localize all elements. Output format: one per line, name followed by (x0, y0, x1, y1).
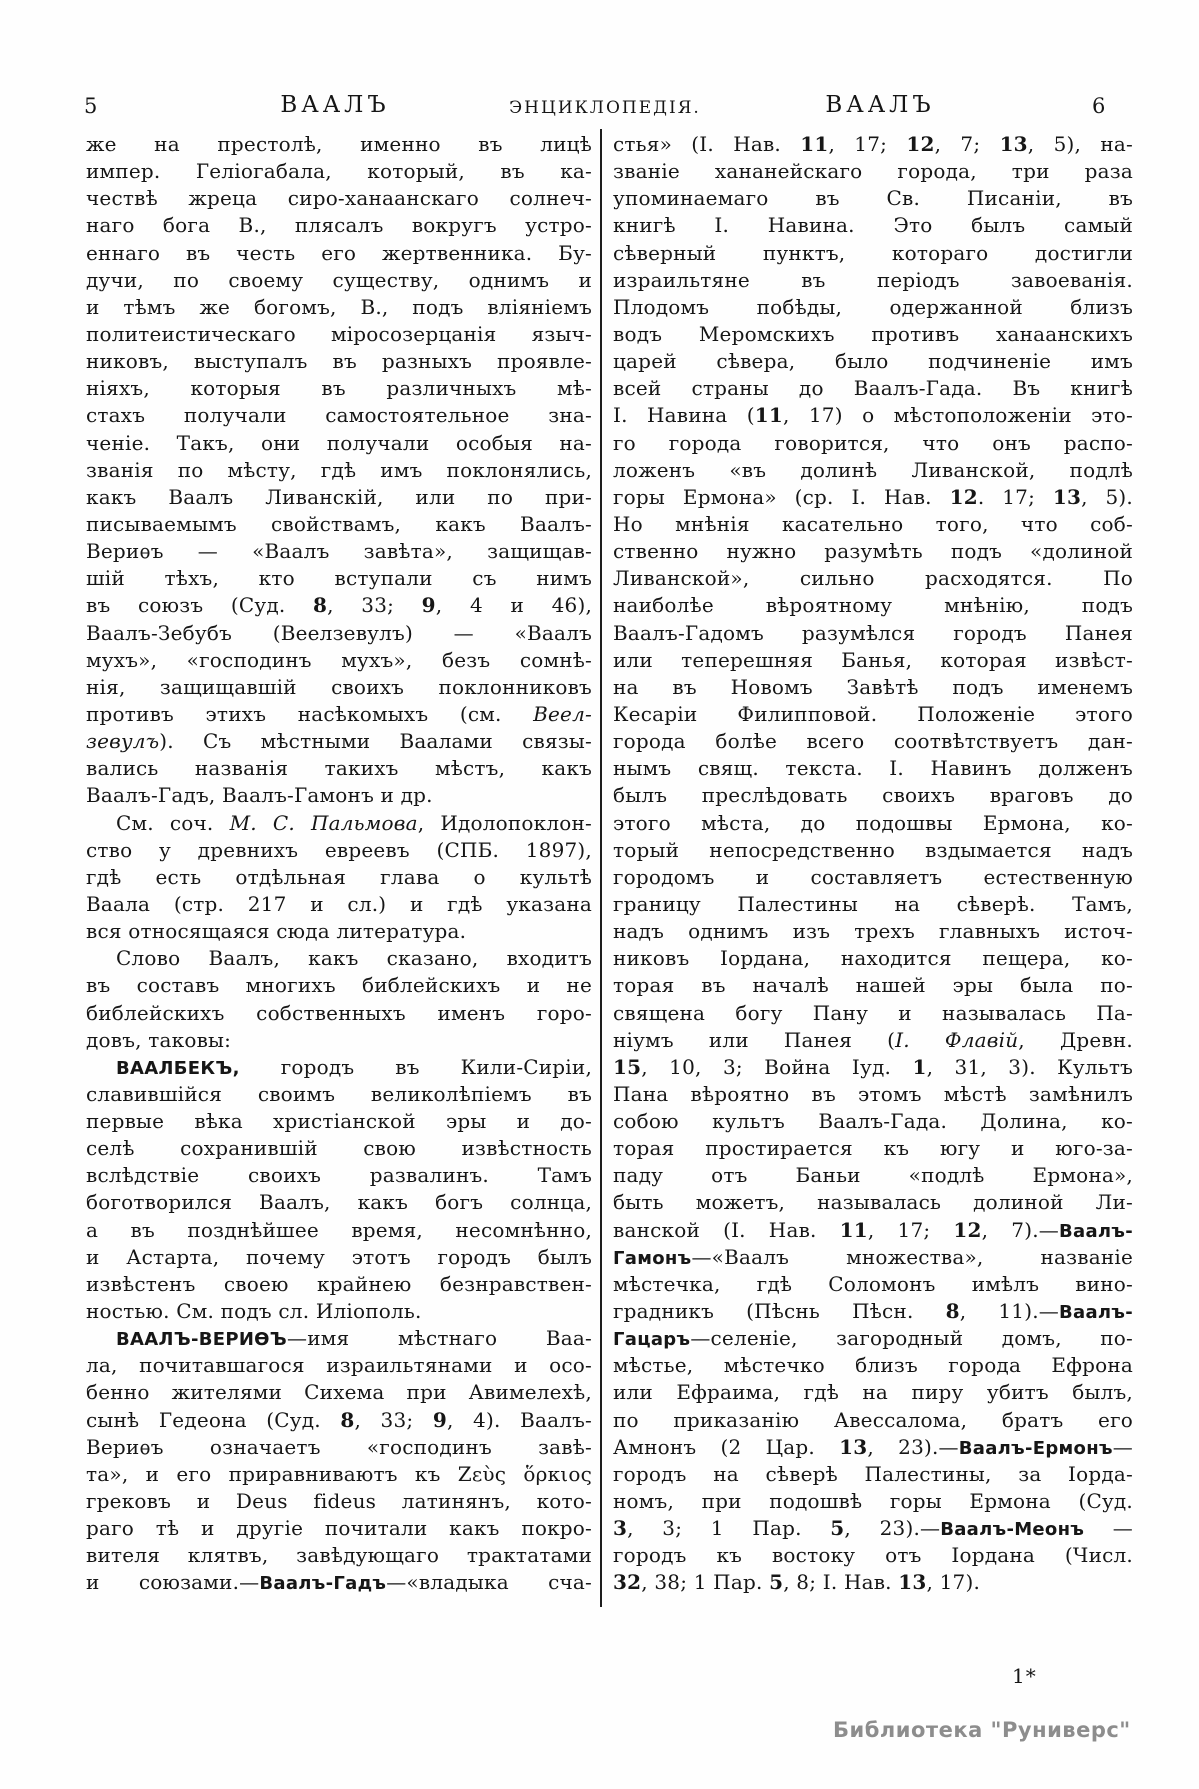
text-segment: чествѣ жреца сиро-ханаанскаго солнеч- (86, 186, 592, 211)
text-line (86, 728, 592, 755)
text-segment: извѣстенъ своею крайнею безнравствен- (86, 1271, 592, 1296)
text-segment: , 8; І. Нав. (783, 1570, 899, 1595)
text-line (613, 1434, 1133, 1461)
headword: ВААЛБЕКЪ, (116, 1057, 240, 1079)
text-segment: сынѣ Гедеона (Суд. (86, 1407, 341, 1432)
text-segment: города болѣе всего соотвѣтствуетъ дан- (613, 729, 1133, 754)
text-line (86, 1515, 592, 1542)
text-line (613, 1162, 1133, 1189)
text-segment: , 7; (934, 132, 1000, 156)
text-line (86, 592, 592, 619)
text-segment: 12 (906, 132, 935, 156)
text-segment: 15 (613, 1054, 642, 1079)
headword: ВААЛЪ-ВЕРИѲЪ (116, 1329, 287, 1351)
text-segment: Ливанской», сильно расходятся. По (613, 566, 1133, 591)
text-line (613, 565, 1133, 592)
text-segment: Ваалъ-Зебубъ (Веелзевулъ) — «Ваалъ (86, 620, 592, 645)
text-segment: водъ Меромскихъ противъ ханаанскихъ (613, 321, 1133, 346)
text-segment: бенно жителями Сихема при Авимелехѣ, (86, 1380, 592, 1405)
text-segment: , Идолопоклон- (417, 810, 592, 835)
text-segment: еннаго въ честь его жертвенника. Бу- (86, 240, 592, 265)
text-segment: , 7).— (981, 1217, 1059, 1242)
text-segment: Кесаріи Филипповой. Положеніе этого (613, 701, 1133, 726)
text-segment: городъ на сѣверѣ Палестины, за Іорда- (613, 1461, 1133, 1486)
text-segment: , 33; (354, 1407, 433, 1432)
running-title-left: ВААЛЪ (280, 92, 390, 118)
text-line (613, 1244, 1133, 1271)
text-line (86, 891, 592, 918)
text-segment: грековъ и Deus fideus латинянъ, кото- (86, 1489, 592, 1514)
text-segment: 32 (613, 1570, 642, 1595)
text-line (613, 158, 1133, 185)
text-line (86, 430, 592, 457)
text-segment: израильтяне въ періодъ завоеванія. (613, 267, 1133, 292)
text-segment: дучи, по своему существу, однимъ и (86, 267, 592, 292)
signature-mark: 1* (1012, 1664, 1037, 1688)
text-line (613, 755, 1133, 782)
text-segment: вслѣдствіе своихъ развалинъ. Тамъ (86, 1163, 592, 1188)
text-line (613, 1271, 1133, 1298)
text-segment: званіе хананейскаго города, три раза (613, 159, 1133, 184)
text-line (86, 212, 592, 239)
text-segment: писываемымъ свойствамъ, какъ Ваалъ- (86, 511, 592, 536)
text-line (613, 375, 1133, 402)
text-segment: нымъ свящ. текста. І. Навинъ долженъ (613, 756, 1133, 781)
text-segment: 5 (830, 1516, 845, 1541)
text-line (613, 891, 1133, 918)
text-segment: 12 (949, 484, 978, 509)
text-line (613, 267, 1133, 294)
text-segment: 13 (898, 1570, 927, 1595)
text-segment: 8 (340, 1407, 355, 1432)
text-segment: 8 (945, 1299, 960, 1324)
text-segment: торый непосредственно вздымается надъ (613, 837, 1133, 862)
text-segment: , 5). (1081, 484, 1133, 509)
text-line (613, 1461, 1133, 1488)
text-segment: Вериѳъ означаетъ «господинъ завѣ- (86, 1434, 592, 1459)
text-segment: —«владыка сча- (386, 1570, 592, 1595)
text-line (86, 538, 592, 565)
column-divider-rule (600, 129, 602, 1607)
text-line (613, 1000, 1133, 1027)
text-segment: библейскихъ собственныхъ именъ горо- (86, 1000, 592, 1025)
text-line (86, 620, 592, 647)
text-segment: торая простирается къ югу и юго-за- (613, 1136, 1133, 1161)
text-line (86, 375, 592, 402)
text-segment: , 17; (828, 132, 907, 156)
text-line (86, 1461, 592, 1488)
text-line (86, 864, 592, 891)
text-line (613, 294, 1133, 321)
text-segment: —селеніе, загородный домъ, по- (690, 1326, 1133, 1351)
text-segment: ванской (І. Нав. (613, 1217, 840, 1242)
text-segment: , 23).— (867, 1434, 959, 1459)
headword: Ваалъ-Ермонъ (958, 1437, 1113, 1459)
text-line (613, 212, 1133, 239)
text-segment: , 10, 3; Война Іуд. (641, 1054, 913, 1079)
text-line (613, 1325, 1133, 1352)
text-line (86, 131, 592, 158)
text-segment: Ваалъ-Гадъ, Ваалъ-Гамонъ и др. (86, 783, 433, 808)
text-segment: Плодомъ побѣды, одержанной близъ (613, 294, 1133, 319)
text-line (86, 1488, 592, 1515)
text-line (613, 1298, 1133, 1325)
text-segment: І. Флавій (895, 1027, 1019, 1052)
text-segment: ство у древнихъ евреевъ (СПБ. 1897), (86, 837, 592, 862)
text-line (86, 267, 592, 294)
text-line (613, 1515, 1133, 1542)
text-segment: мѣстечка, гдѣ Соломонъ имѣлъ вино- (613, 1271, 1133, 1296)
text-segment: ченіе. Такъ, они получали особыя на- (86, 430, 592, 455)
text-line (86, 1108, 592, 1135)
text-segment: мухъ», «господинъ мухъ», безъ сомнѣ- (86, 647, 592, 672)
text-segment: 11 (800, 132, 829, 156)
text-segment: , 17; (867, 1217, 954, 1242)
text-line (86, 1217, 592, 1244)
text-line (613, 1407, 1133, 1434)
text-segment: , 38; 1 Пар. (641, 1570, 770, 1595)
text-segment: , 4 и 46), (435, 593, 592, 618)
text-line (86, 755, 592, 782)
text-segment: вся относящаяся сюда литература. (86, 919, 467, 944)
text-line (613, 1542, 1133, 1569)
text-line (613, 864, 1133, 891)
text-segment: 12 (953, 1217, 982, 1242)
text-line (613, 728, 1133, 755)
text-line (613, 430, 1133, 457)
text-line (86, 321, 592, 348)
text-segment: І. Навина ( (613, 403, 755, 428)
text-segment: , 17). (926, 1570, 981, 1595)
text-line (613, 348, 1133, 375)
text-line (86, 1054, 592, 1081)
text-line (613, 1352, 1133, 1379)
text-line (86, 1271, 592, 1298)
text-segment: славившійся своимъ великолѣпіемъ въ (86, 1081, 592, 1106)
headword: Гамонъ (613, 1247, 692, 1269)
text-segment: 13 (999, 132, 1028, 156)
text-segment: ложенъ «въ долинѣ Ливанской, подлѣ (613, 457, 1133, 482)
text-segment: гдѣ есть отдѣльная глава о культѣ (86, 864, 592, 889)
paragraph (86, 810, 592, 946)
text-line (86, 810, 592, 837)
text-line (86, 511, 592, 538)
text-segment: или теперешняя Банья, которая извѣст- (613, 647, 1133, 672)
text-line (613, 240, 1133, 267)
text-segment: на въ Новомъ Завѣтѣ подъ именемъ (613, 674, 1133, 699)
text-line (86, 945, 592, 972)
text-line (86, 647, 592, 674)
text-segment: , 4). Ваалъ- (446, 1407, 592, 1432)
text-line (86, 484, 592, 511)
text-line (86, 565, 592, 592)
text-line (86, 674, 592, 701)
text-segment: довъ, таковы: (86, 1027, 232, 1052)
text-segment: 5 (769, 1570, 784, 1595)
library-watermark: Библиотека "Руниверс" (833, 1718, 1131, 1742)
text-line (613, 945, 1133, 972)
text-segment: См. соч. (116, 810, 230, 835)
text-segment: Амнонъ (2 Цар. (613, 1434, 840, 1459)
text-segment: 13 (1052, 484, 1082, 509)
text-segment: селѣ сохранившій свою извѣстность (86, 1136, 592, 1161)
text-line (86, 158, 592, 185)
text-line (86, 972, 592, 999)
headword: Ваалъ-Меонъ (940, 1519, 1085, 1541)
text-line (86, 240, 592, 267)
text-segment: , 11).— (959, 1299, 1059, 1324)
text-segment: былъ преслѣдовать своихъ враговъ до (613, 783, 1133, 808)
text-line (613, 701, 1133, 728)
text-segment: паду отъ Баньи «подлѣ Ермона», (613, 1163, 1133, 1188)
text-segment: какъ Ваалъ Ливанскій, или по при- (86, 484, 592, 509)
text-segment: Ваала (стр. 217 и сл.) и гдѣ указана (86, 891, 592, 916)
text-line (613, 972, 1133, 999)
text-segment: вались названія такихъ мѣстъ, какъ (86, 756, 592, 781)
text-column-left (86, 131, 592, 1597)
text-segment: та», и его приравниваютъ къ Ζεὺς ὅρκιος (86, 1461, 592, 1486)
text-segment: , 31, 3). Культъ (926, 1054, 1133, 1079)
text-segment: ла, почитавшагося израильтянами и осо- (86, 1353, 592, 1378)
text-segment: мѣстье, мѣстечко близъ города Ефрона (613, 1353, 1133, 1378)
text-segment: никовъ Іордана, находится пещера, ко- (613, 946, 1133, 971)
text-column-right (613, 131, 1133, 1597)
text-segment: наго бога В., плясалъ вокругъ устро- (86, 213, 592, 238)
text-segment: 11 (754, 403, 783, 428)
text-line (613, 185, 1133, 212)
text-line (86, 1352, 592, 1379)
text-line (86, 457, 592, 484)
text-segment: въ союзъ (Суд. (86, 593, 313, 618)
text-segment: зевулъ (86, 729, 160, 754)
headword: Ваалъ- (1058, 1220, 1133, 1242)
text-segment: , 3; 1 Пар. (627, 1516, 831, 1541)
text-segment: городъ къ востоку отъ Іордана (Числ. (613, 1543, 1133, 1568)
text-line (86, 701, 592, 728)
text-line (613, 592, 1133, 619)
text-segment: ніумъ или Панея ( (613, 1027, 896, 1052)
text-segment: книгѣ І. Навина. Это былъ самый (613, 213, 1133, 238)
text-segment: этого мѣста, до подошвы Ермона, ко- (613, 810, 1133, 835)
text-segment: политеистическаго міросозерцанія языч- (86, 321, 592, 346)
text-segment: , 33; (327, 593, 422, 618)
text-line (86, 1325, 592, 1352)
text-segment: , 17) о мѣстоположеніи это- (782, 403, 1133, 428)
headword: Ваалъ-Гадъ (259, 1573, 387, 1595)
text-line (613, 1135, 1133, 1162)
text-line (86, 402, 592, 429)
text-segment: градникъ (Пѣснь Пѣсн. (613, 1299, 946, 1324)
paragraph (86, 131, 592, 810)
text-segment: раго тѣ и другіе почитали какъ покро- (86, 1516, 592, 1541)
text-segment: надъ однимъ изъ трехъ главныхъ источ- (613, 919, 1133, 944)
text-line (613, 402, 1133, 429)
text-line (86, 185, 592, 212)
text-segment: , Древн. (1018, 1027, 1133, 1052)
text-line (613, 1108, 1133, 1135)
text-line (613, 321, 1133, 348)
text-line (613, 1081, 1133, 1108)
text-segment: , 23).— (844, 1516, 941, 1541)
text-segment: упоминаемаго въ Св. Писаніи, въ (613, 186, 1133, 211)
text-segment: Но мнѣнія касательно того, что соб- (613, 511, 1133, 536)
text-segment: 9 (421, 593, 436, 618)
paragraph (86, 945, 592, 1054)
text-segment: и Астарта, почему этотъ городъ былъ (86, 1244, 592, 1269)
text-line (613, 1569, 1133, 1596)
text-segment: номъ, при подошвѣ горы Ермона (Суд. (613, 1489, 1133, 1514)
text-segment: званія по мѣсту, гдѣ имъ поклонялись, (86, 457, 592, 482)
text-segment: городомъ и составляетъ естественную (613, 864, 1133, 889)
text-line (86, 348, 592, 375)
text-line (86, 918, 592, 945)
text-segment: торая въ началѣ нашей эры была по- (613, 973, 1133, 998)
text-line (613, 620, 1133, 647)
text-segment: стахъ получали самостоятельное зна- (86, 403, 592, 428)
paragraph (613, 131, 1133, 1597)
text-segment: никовъ, выступалъ въ разныхъ проявле- (86, 349, 592, 374)
text-segment: Ваалъ-Гадомъ разумѣлся городъ Панея (613, 620, 1133, 645)
text-segment: Пана вѣроятно въ этомъ мѣстѣ замѣнилъ (613, 1081, 1133, 1106)
text-line (613, 674, 1133, 701)
text-line (613, 810, 1133, 837)
text-line (613, 1217, 1133, 1244)
text-segment: стья» (І. Нав. (613, 132, 801, 156)
text-segment: городъ въ Кили-Сиріи, (239, 1054, 592, 1079)
text-line (613, 1189, 1133, 1216)
text-segment: Вериѳъ — «Ваалъ завѣта», защищав- (86, 539, 592, 564)
text-segment: границу Палестины на сѣверѣ. Тамъ, (613, 891, 1133, 916)
text-line (613, 782, 1133, 809)
text-line (86, 1189, 592, 1216)
text-segment: и союзами.— (86, 1570, 260, 1595)
text-segment: . 17; (977, 484, 1053, 509)
text-line (86, 1135, 592, 1162)
text-line (613, 511, 1133, 538)
text-line (613, 457, 1133, 484)
text-line (86, 1162, 592, 1189)
text-segment: импер. Геліогабала, который, въ ка- (86, 159, 592, 184)
encyclopedia-title: ЭНЦИКЛОПЕДІЯ. (509, 98, 701, 118)
text-line (86, 1407, 592, 1434)
text-line (613, 1379, 1133, 1406)
text-segment: — (1112, 1434, 1133, 1459)
text-segment: сѣверный пунктъ, котораго достигли (613, 240, 1133, 265)
text-segment: боготворился Ваалъ, какъ богъ солнца, (86, 1190, 592, 1215)
headword: Гацаръ (613, 1329, 691, 1351)
text-segment: 3 (613, 1516, 628, 1541)
text-segment: первые вѣка христіанской эры и до- (86, 1109, 592, 1134)
text-line (613, 1488, 1133, 1515)
text-segment: шій тѣхъ, кто вступали съ нимъ (86, 566, 592, 591)
text-line (86, 1569, 592, 1596)
text-line (86, 1298, 592, 1325)
text-line (86, 1542, 592, 1569)
text-segment: —«Ваалъ множества», названіе (691, 1244, 1133, 1269)
text-segment: царей сѣвера, было подчиненіе имъ (613, 349, 1133, 374)
text-segment: ностью. См. подъ сл. Иліополь. (86, 1299, 422, 1324)
text-line (86, 837, 592, 864)
text-line (86, 1434, 592, 1461)
text-line (86, 294, 592, 321)
text-segment: по приказанію Авессалома, братъ его (613, 1407, 1133, 1432)
text-line (86, 1244, 592, 1271)
text-segment: 8 (313, 593, 328, 618)
text-segment: а въ позднѣйшее время, несомнѣнно, (86, 1217, 592, 1242)
text-line (613, 837, 1133, 864)
text-line (613, 647, 1133, 674)
text-segment: М. С. Пальмова (229, 810, 418, 835)
text-segment: же на престолѣ, именно въ лицѣ (86, 132, 592, 156)
text-segment: собою культъ Ваалъ-Гада. Долина, ко- (613, 1109, 1133, 1134)
text-segment: противъ этихъ насѣкомыхъ (см. (86, 701, 534, 726)
text-line (613, 918, 1133, 945)
text-segment: ). Съ мѣстными Ваалами связы- (159, 729, 592, 754)
page-number-left: 5 (84, 94, 98, 118)
text-line (613, 538, 1133, 565)
text-segment: ніяхъ, которыя въ различныхъ мѣ- (86, 376, 592, 401)
text-segment: 9 (432, 1407, 447, 1432)
text-segment: въ составъ многихъ библейскихъ и не (86, 973, 592, 998)
paragraph (86, 1054, 592, 1325)
text-segment: , 5), на- (1027, 132, 1133, 156)
text-segment: быть можетъ, называлась долиной Ли- (613, 1190, 1133, 1215)
text-line (86, 1027, 592, 1054)
text-line (613, 1054, 1133, 1081)
text-segment: го города говорится, что онъ распо- (613, 430, 1133, 455)
text-segment: вителя клятвъ, завѣдующаго трактатами (86, 1543, 592, 1568)
running-title-right: ВААЛЪ (825, 92, 935, 118)
text-line (86, 1379, 592, 1406)
text-line (613, 1027, 1133, 1054)
text-line (613, 484, 1133, 511)
text-segment: наиболѣе вѣроятному мнѣнію, подъ (613, 593, 1133, 618)
text-segment: или Ефраима, гдѣ на пиру убитъ былъ, (613, 1380, 1133, 1405)
text-segment: горы Ермона» (ср. І. Нав. (613, 484, 950, 509)
headword: Ваалъ- (1059, 1302, 1133, 1324)
text-line (86, 782, 592, 809)
paragraph (86, 1325, 592, 1596)
text-segment: —имя мѣстнаго Ваа- (287, 1326, 592, 1351)
text-segment: ственно нужно разумѣть подъ «долиной (613, 539, 1133, 564)
text-line (613, 131, 1133, 158)
text-segment: Веел- (533, 701, 592, 726)
text-segment: 13 (839, 1434, 868, 1459)
text-segment: нія, защищавшій своихъ поклонниковъ (86, 674, 592, 699)
text-segment: всей страны до Ваалъ-Гада. Въ книгѣ (613, 376, 1133, 401)
text-segment: — (1084, 1516, 1133, 1541)
text-segment: священа богу Пану и называлась Па- (613, 1000, 1133, 1025)
text-segment: и тѣмъ же богомъ, В., подъ вліяніемъ (86, 294, 592, 319)
text-segment: Слово Ваалъ, какъ сказано, входитъ (116, 946, 592, 971)
page-number-right: 6 (1092, 94, 1106, 118)
text-segment: 11 (839, 1217, 868, 1242)
text-line (86, 1081, 592, 1108)
text-line (86, 1000, 592, 1027)
text-segment: 1 (912, 1054, 927, 1079)
